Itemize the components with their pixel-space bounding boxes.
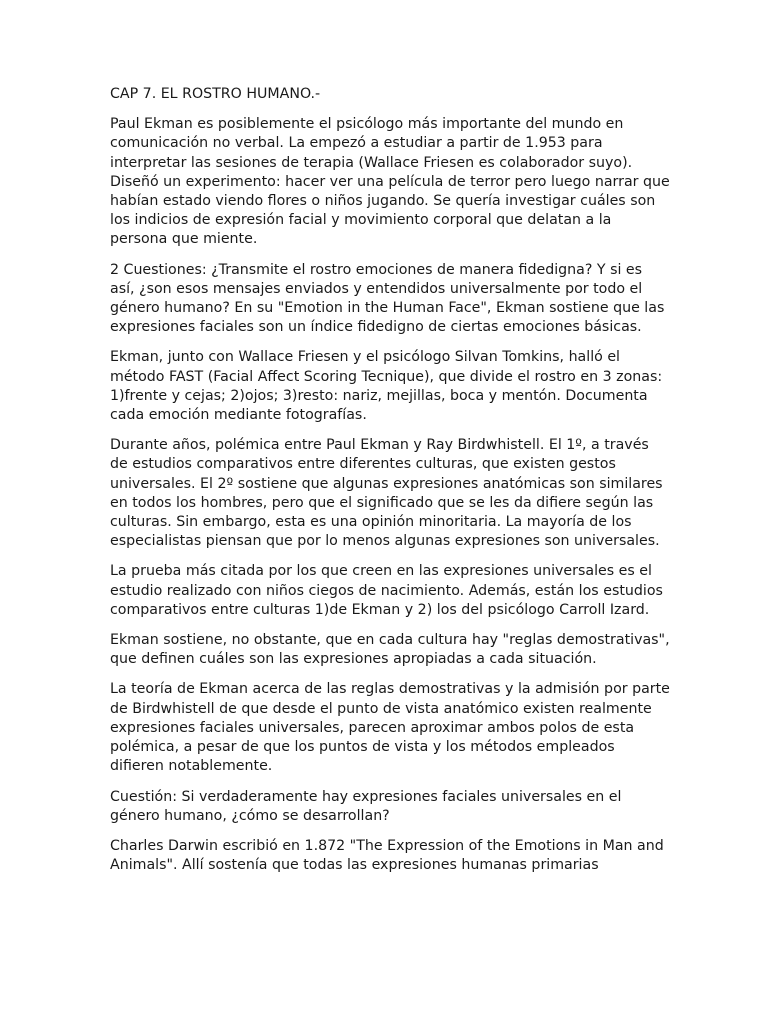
paragraph-darwin: Charles Darwin escribió en 1.872 "The Expression of the Emotions in Man and Animals". Allí sostenía que todas las expresiones humanas primarias: [110, 837, 664, 874]
paragraph-fast-method: Ekman, junto con Wallace Friesen y el psicólogo Silvan Tomkins, halló el método FAST (Facial Affect Scoring Tecnique), que divide el rostro en 3 zonas: 1)frente y cejas; 2)ojos; 3)resto: nariz, mejillas, boca y mentón. Documenta cada emoción mediante fotografías.: [110, 349, 663, 424]
paragraph-display-rules: Ekman sostiene, no obstante, que en cada cultura hay "reglas demostrativas", que definen cuáles son las expresiones apropiadas a cada situación.: [110, 632, 670, 668]
paragraph-question-development: Cuestión: Si verdaderamente hay expresiones faciales universales en el género humano, ¿cómo se desarrollan?: [110, 788, 622, 824]
paragraph-two-questions: 2 Cuestiones: ¿Transmite el rostro emociones de manera fidedigna? Y si es así, ¿son esos mensajes enviados y entendidos universalmente por todo el género humano? En su "Emotion in the Human Face", Ekman sostiene que las expresiones faciales son un índice fidedigno de ciertas emociones básicas.: [110, 261, 665, 336]
paragraph-polemic: Durante años, polémica entre Paul Ekman y Ray Birdwhistell. El 1º, a través de estudios comparativos entre diferentes culturas, que existen gestos universales. El 2º sostiene que algunas expresiones anatómicas son similares en todos los hombres, pero que el significado que se les da difiere según las culturas. Sin embargo, esta es una opinión minoritaria. La mayoría de los especialistas piensan que por lo menos algunas expresiones son universales.: [110, 437, 663, 550]
paragraph-blind-children: La prueba más citada por los que creen en las expresiones universales es el estudio realizado con niños ciegos de nacimiento. Además, están los estudios comparativos entre culturas 1)de Ekman y 2) los del psicólogo Carroll Izard.: [110, 563, 663, 618]
paragraph-theory-convergence: La teoría de Ekman acerca de las reglas demostrativas y la admisión por parte de Birdwhistell de que desde el punto de vista anatómico existen realmente expresiones faciales universales, parecen aproximar ambos polos de esta polémica, a pesar de que los puntos de vista y los métodos empleados difieren notablemente.: [110, 681, 670, 775]
paragraph-ekman-intro: Paul Ekman es posiblemente el psicólogo más importante del mundo en comunicación no verbal. La empezó a estudiar a partir de 1.953 para interpretar las sesiones de terapia (Wallace Friesen es colaborador suyo). Diseñó un experimento: hacer ver una película de terror pero luego narrar que habían estado viendo flores o niños jugando. Se quería investigar cuáles son los indicios de expresión facial y movimiento corporal que delatan a la persona que miente.: [110, 116, 670, 248]
document-body: [110, 85, 670, 886]
chapter-title: CAP 7. EL ROSTRO HUMANO.-: [110, 86, 321, 102]
